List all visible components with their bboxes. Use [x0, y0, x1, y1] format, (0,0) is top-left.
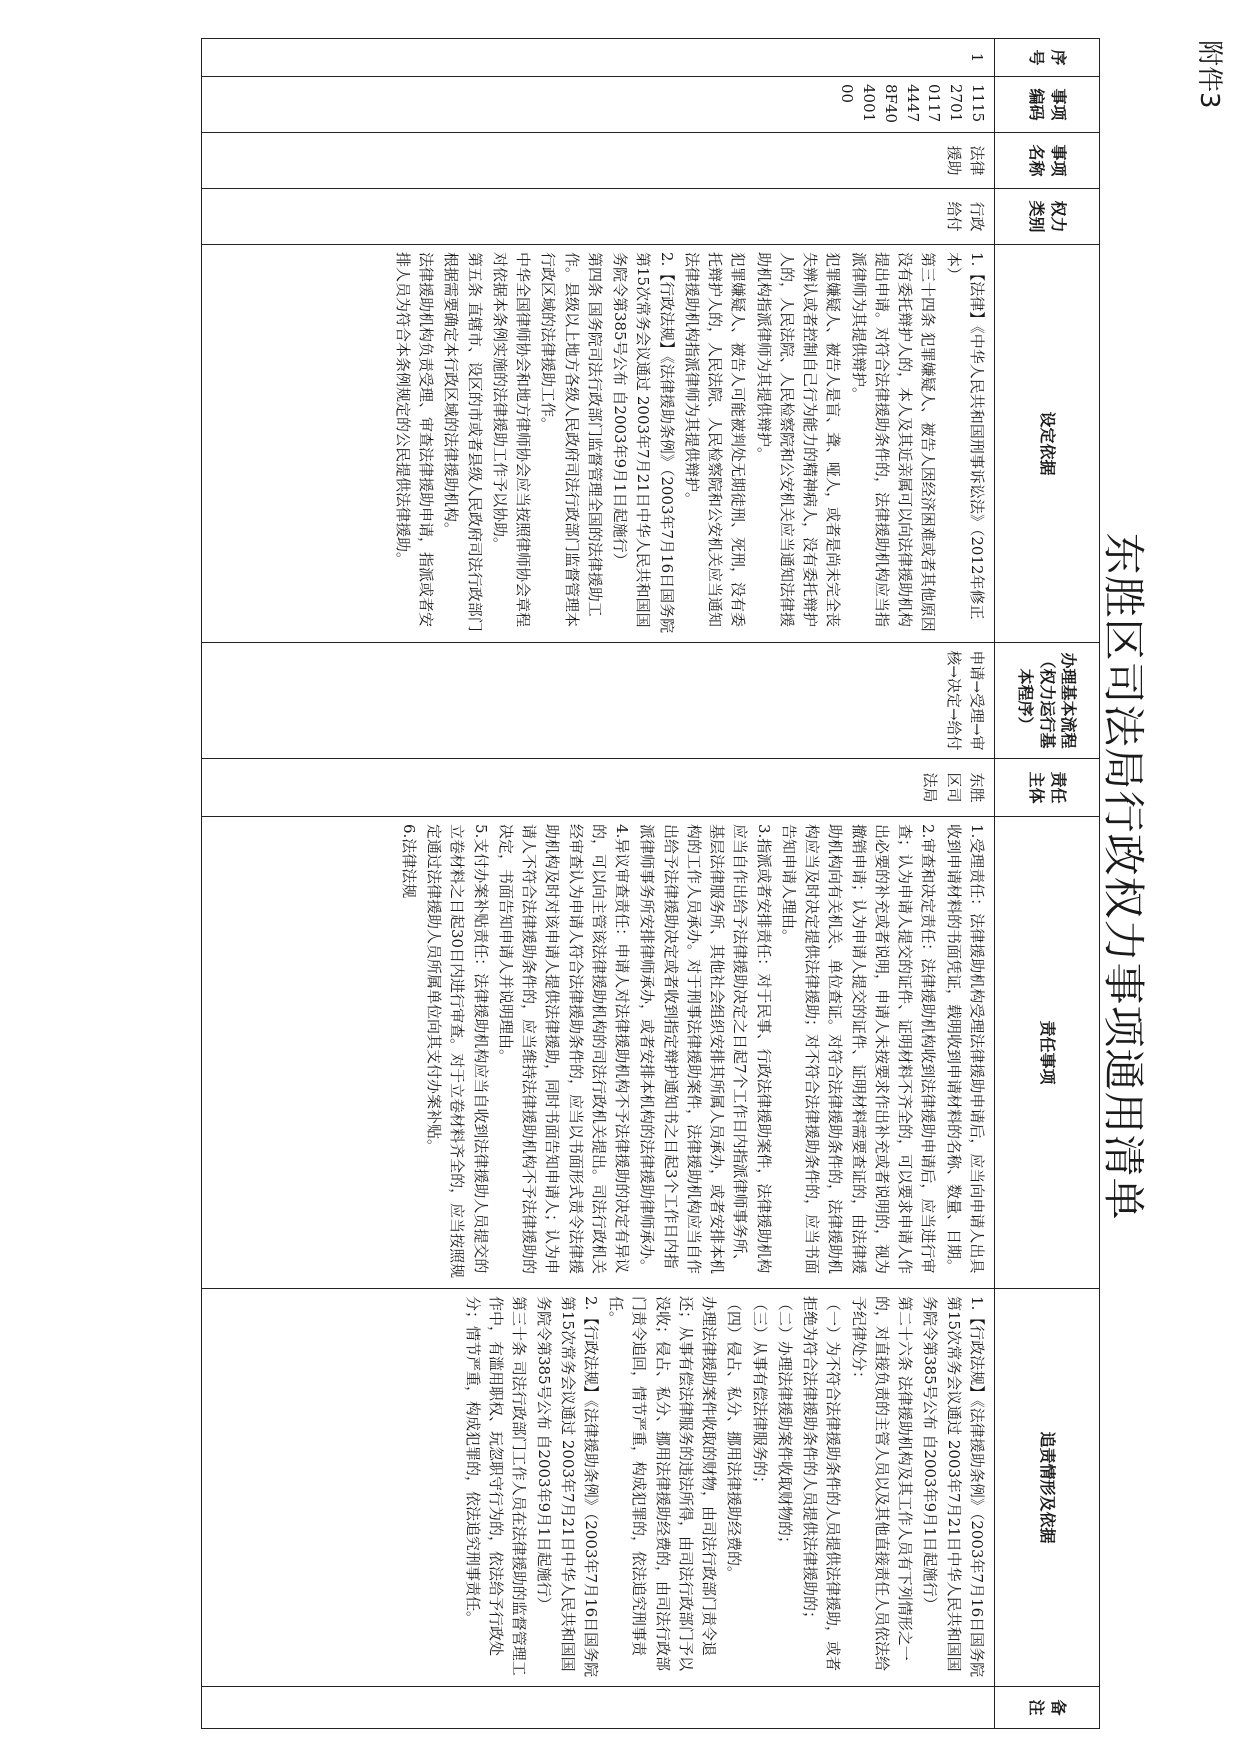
cell-subject: 东胜区司法局 [202, 759, 995, 817]
header-subject: 责任主体 [995, 759, 1100, 817]
accountability-paragraph: （四）侵占、私分、挪用法律援助经费的。 [725, 1296, 744, 1582]
table-row [202, 39, 995, 1729]
cell-basis [202, 245, 995, 643]
accountability-paragraph: 第二十六条 法律援助机构及其工作人员有下列情形之一的，对直接负责的主管人员以及其他直接责任人员依法给予纪律处分： [849, 1296, 915, 1672]
header-name: 事项名称 [995, 133, 1100, 189]
attachment-label: 附件3 [1194, 40, 1224, 109]
accountability-paragraph: （三）从事有偿法律服务的； [750, 1296, 769, 1492]
header-category: 权力类别 [995, 189, 1100, 245]
basis-paragraph: 犯罪嫌疑人、被告人是盲、聋、哑人，或者是尚未完全丧失辨认或者控制自己行为能力的精神病人，没有委托辩护人的，人民法院、人民检察院和公安机关应当通知法律援助机构指派律师为其提供辩护。 [754, 252, 843, 628]
duty-paragraph: 4.异议审查责任：申请人对法律援助机构不予法律援助的决定有异议的，可以向主管该法律援助机构的司法行政机关提出。司法行政机关经审查认为申请人符合法律援助条件的，应当以书面形式责令法律援助机构及时对该申请人提供法律援助，同时书面告知申请人；认为申请人不符合法律援助条件的，应当维持法律援助机构不予法律援助的决定，书面告知申请人并说明理由。 [497, 824, 632, 1275]
cell-duties [202, 817, 995, 1289]
duty-paragraph: 6.法律法规 [400, 824, 418, 899]
basis-paragraph: 犯罪嫌疑人、被告人可能被判处无期徒刑、死刑，没有委托辩护人的，人民法院、人民检察院和公安机关应当通知法律援助机构指派律师为其提供辩护。 [683, 252, 748, 628]
duty-paragraph: 2.审查和决定责任：法律援助机构收到法律援助申请后，应当进行审查；认为申请人提交的证件、证明材料不齐全的，可以要求申请人作出必要的补充或者说明，申请人未按要求作出补充或者说明的，视为撤销申请；认为申请人提交的证件、证明材料需要查证的，由法律援助机构向有关机关、单位查证。对符合法律援助条件的，法律援助机构应当及时决定提供法律援助；对不符合法律援助条件的，应当书面告知申请人理由。 [780, 824, 938, 1275]
duty-paragraph: 3.指派或者安排责任：对于民事、行政法律援助案件，法律援助机构应当自作出给予法律援助决定之日起7个工作日内指派律师事务所、基层法律服务所、其他社会组织安排其所属人员承办，或者安排本机构的工作人员承办。对于刑事法律援助案件，法律援助机构应当自作出给予法律援助决定或者收到指定辩护通知书之日起3个工作日内指派律师事务所安排律师承办，或者安排本机构的法律援助律师承办。 [638, 824, 773, 1275]
header-remarks: 备注 [995, 1687, 1100, 1729]
header-accountability: 追责情形及依据 [995, 1289, 1100, 1687]
basis-paragraph: 第四条 国务院司法行政部门监督管理全国的法律援助工作。县级以上地方各级人民政府司法行政部门监督管理本行政区域的法律援助工作。 [539, 252, 604, 628]
cell-category: 行政给付 [202, 189, 995, 245]
basis-paragraph: 1.【法律】《中华人民共和国刑事诉讼法》（2012年修正本） [944, 252, 986, 620]
header-duties: 责任事项 [995, 817, 1100, 1289]
basis-paragraph: 2.【行政法规】《法律援助条例》（2003年7月16日国务院第15次常务会议通过 2003年7月21日中华人民共和国国务院令第385号公布 自2003年9月1日起施行） [611, 252, 676, 634]
accountability-paragraph: 2.【行政法规】《法律援助条例》（2003年7月16日国务院第15次常务会议通过 2003年7月21日中华人民共和国国务院令第385号公布 自2003年9月1日起施行） [535, 1296, 600, 1678]
accountability-paragraph: 1.【行政法规】《法律援助条例》（2003年7月16日国务院第15次常务会议通过 2003年7月21日中华人民共和国国务院令第385号公布 自2003年9月1日起施行） [921, 1296, 986, 1678]
cell-flow: 申请→受理→审核→决定→给付 [202, 643, 995, 759]
table-header-row [995, 39, 1100, 1729]
accountability-paragraph: （二）办理法律援助案件收取财物的； [776, 1296, 794, 1552]
header-flow: 办理基本流程（权力运行基本程序） [995, 643, 1100, 759]
duty-paragraph: 1.受理责任：法律援助机构受理法律援助申请后，应当向申请人出具收到申请材料的书面凭证，载明收到申请材料的名称、数量、日期。 [944, 824, 986, 1275]
header-code: 事项编码 [995, 77, 1100, 133]
accountability-paragraph: （一）为不符合法律援助条件的人员提供法律援助，或者拒绝为符合法律援助条件的人员提供法律援助的； [801, 1296, 843, 1672]
duty-paragraph: 5.支付办案补贴责任：法律援助机构应当自收到法律援助人员提交的立卷材料之日起30日内进行审查。对于立卷材料齐全的，应当按照规定通过法律援助人员所属单位向其支付办案补贴。 [425, 824, 490, 1279]
basis-paragraph: 第三十四条 犯罪嫌疑人、被告人因经济困难或者其他原因没有委托辩护人的，本人及其近亲属可以向法律援助机构提出申请。对符合法律援助条件的，法律援助机构应当指派律师为其提供辩护。 [849, 252, 938, 632]
cell-accountability [202, 1289, 995, 1687]
cell-remarks [202, 1687, 995, 1729]
accountability-paragraph: 第三十条 司法行政部门工作人员在法律援助的监督管理工作中，有滥用职权、玩忽职守行为的，依法给予行政处分；情节严重，构成犯罪的，依法追究刑事责任。 [463, 1296, 529, 1676]
accountability-paragraph: 办理法律援助案件收取的财物，由司法行政部门责令退还；从事有偿法律服务的违法所得，由司法行政部门予以没收；侵占、私分、挪用法律援助经费的，由司法行政部门责令追回，情节严重，构成犯罪的，依法追究刑事责任。 [607, 1296, 719, 1672]
basis-paragraph: 第五条 直辖市、设区的市或者县级人民政府司法行政部门根据需要确定本行政区域的法律援助机构。 [442, 252, 484, 632]
cell-seq: 1 [202, 39, 995, 77]
basis-paragraph: 中华全国律师协会和地方律师协会应当按照律师协会章程对依据本条例实施的法律援助工作予以协助。 [491, 252, 533, 628]
header-basis: 设定依据 [995, 245, 1100, 643]
header-seq: 序号 [995, 39, 1100, 77]
cell-name: 法律援助 [202, 133, 995, 189]
page-title: 东胜区司法局行政权力事项通用清单 [1099, 532, 1148, 1221]
power-items-table [201, 38, 1100, 1729]
basis-paragraph: 法律援助机构负责受理、审查法律援助申请，指派或者安排人员为符合本条例规定的公民提供法律援助。 [394, 252, 436, 628]
cell-code: 11152701011744478F40400100 [202, 77, 995, 133]
